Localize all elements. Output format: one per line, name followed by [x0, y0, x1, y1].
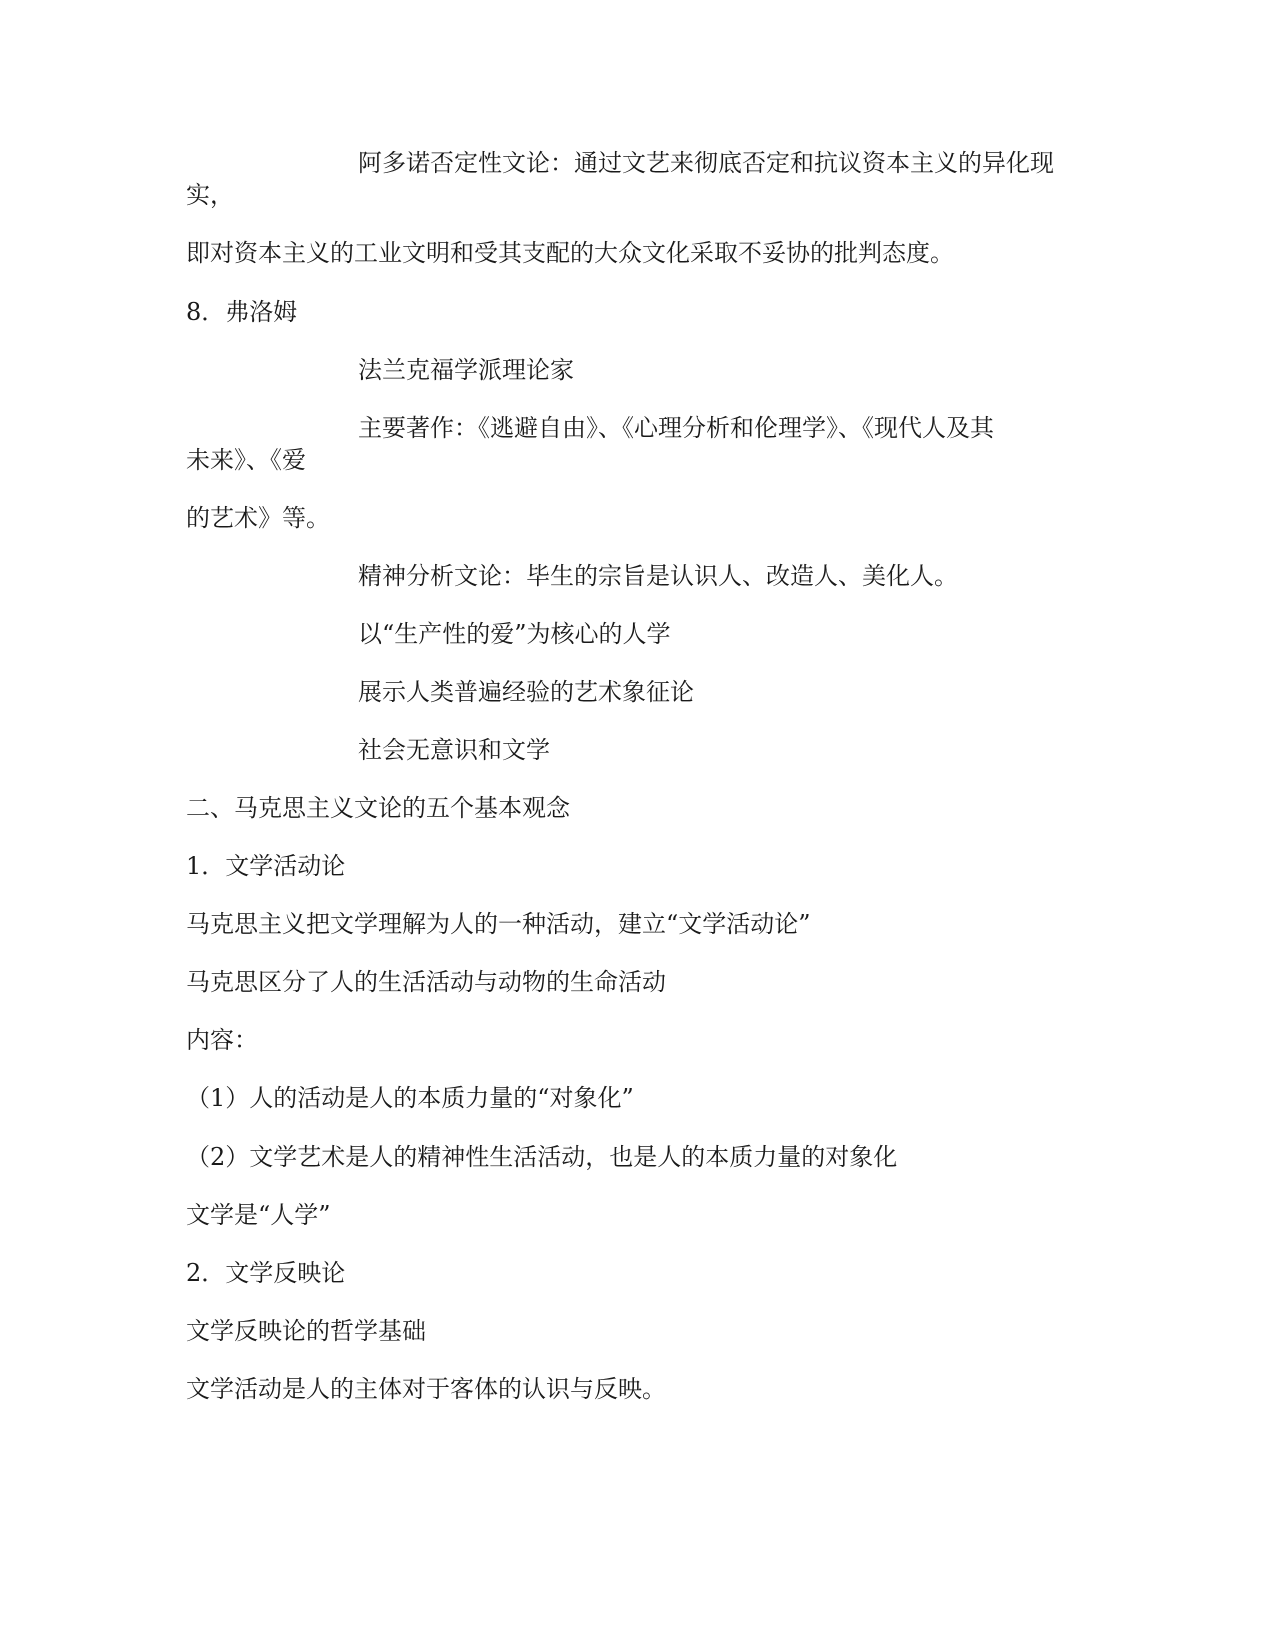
paragraph-line: 阿多诺否定性文论：通过文艺来彻底否定和抗议资本主义的异化现	[358, 149, 1054, 177]
paragraph-line: 的艺术》等。	[186, 504, 330, 532]
paragraph-line: 文学活动是人的主体对于客体的认识与反映。	[186, 1375, 666, 1403]
list-item: （2）文学艺术是人的精神性生活活动，也是人的本质力量的对象化	[186, 1143, 898, 1171]
paragraph-line: 展示人类普遍经验的艺术象征论	[358, 678, 694, 706]
paragraph-line: 以“生产性的爱”为核心的人学	[358, 620, 671, 648]
paragraph-line: 马克思主义把文学理解为人的一种活动，建立“文学活动论”	[186, 910, 811, 938]
paragraph-line: 文学是“人学”	[186, 1201, 331, 1229]
section-heading: 二、马克思主义文论的五个基本观念	[186, 794, 570, 822]
paragraph-line: 实，	[186, 181, 234, 209]
paragraph-line: 文学反映论的哲学基础	[186, 1317, 426, 1345]
paragraph-line: 社会无意识和文学	[358, 736, 550, 764]
list-item: （1）人的活动是人的本质力量的“对象化”	[186, 1084, 634, 1112]
section-heading: 1．文学活动论	[186, 852, 346, 880]
paragraph-line: 未来》、《爱	[186, 446, 306, 474]
paragraph-line: 精神分析文论：毕生的宗旨是认识人、改造人、美化人。	[358, 562, 958, 590]
paragraph-line: 即对资本主义的工业文明和受其支配的大众文化采取不妥协的批判态度。	[186, 239, 954, 267]
section-heading: 8．弗洛姆	[186, 298, 298, 326]
paragraph-line: 内容：	[186, 1026, 258, 1054]
paragraph-line: 主要著作：《逃避自由》、《心理分析和伦理学》、《现代人及其	[358, 414, 994, 442]
paragraph-line: 马克思区分了人的生活活动与动物的生命活动	[186, 968, 666, 996]
section-heading: 2．文学反映论	[186, 1259, 346, 1287]
paragraph-line: 法兰克福学派理论家	[358, 356, 574, 384]
